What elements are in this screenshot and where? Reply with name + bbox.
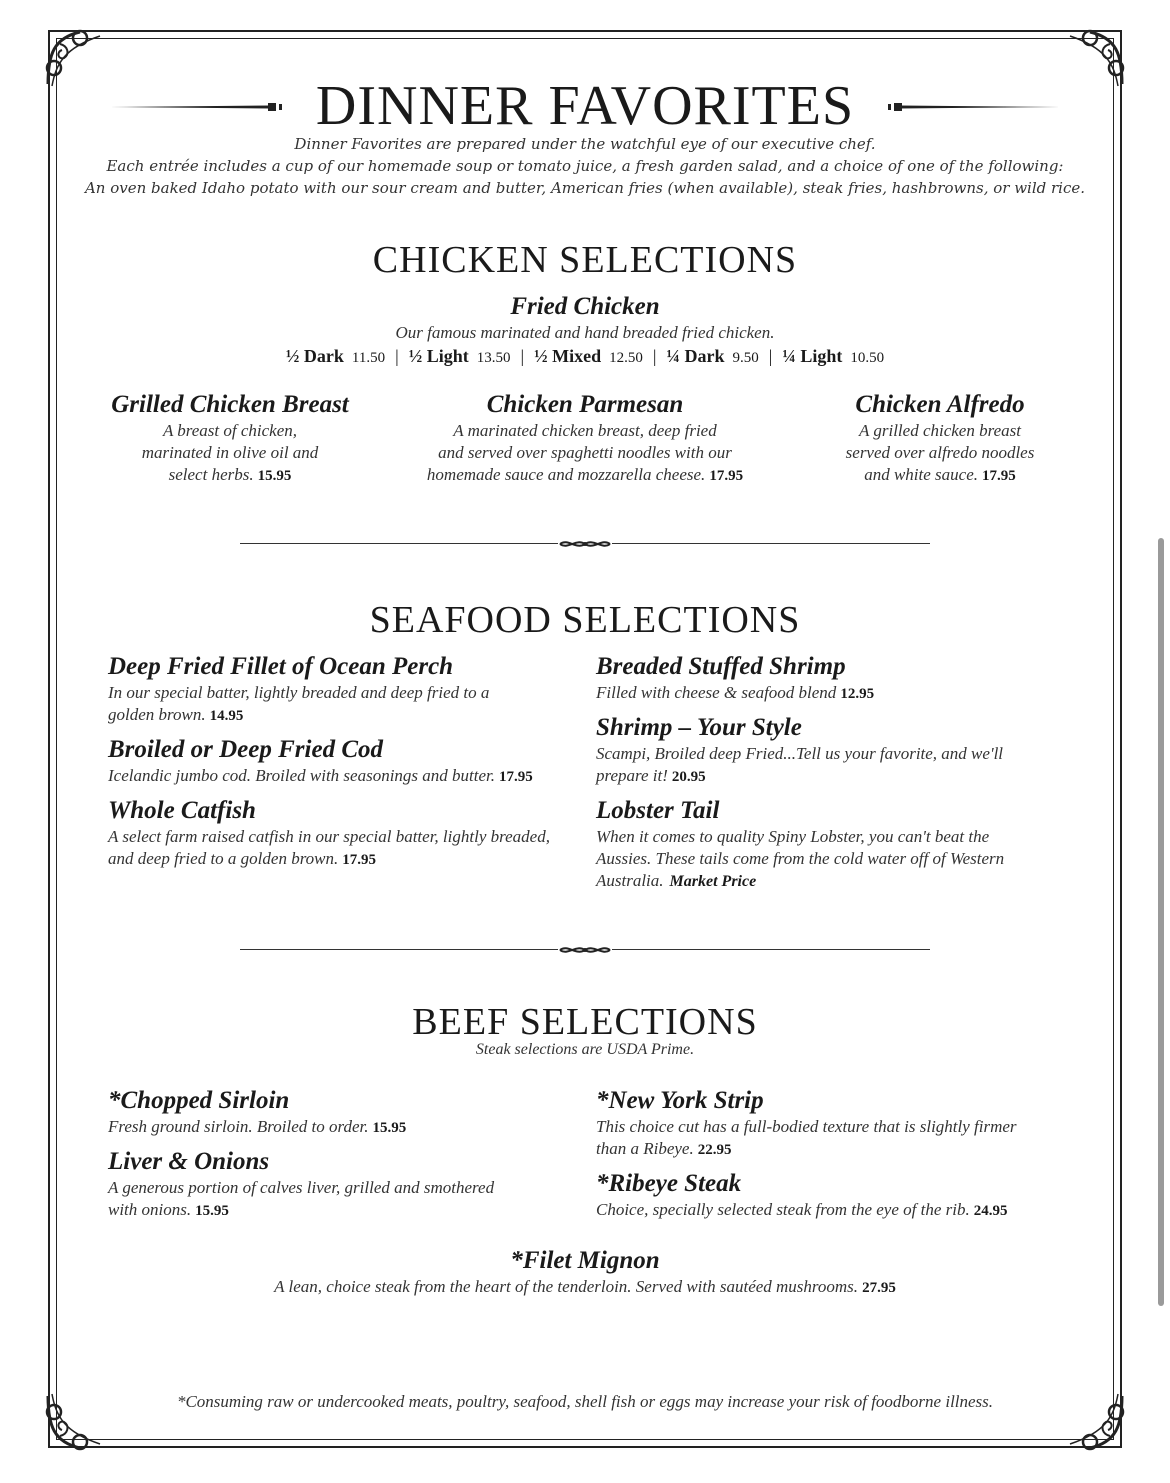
beef-subtitle: Steak selections are USDA Prime. (475, 1041, 695, 1058)
dish-description-line: and deep fried to a golden brown. (108, 849, 339, 868)
dish-description-line: A generous portion of calves liver, grilled and smothered (108, 1178, 495, 1197)
dish-description-line: prepare it! (596, 766, 668, 785)
dish-name: *Ribeye Steak (596, 1170, 742, 1197)
corner-flourish-icon (1060, 24, 1130, 94)
option-label: ½ Mixed (534, 346, 602, 366)
intro-line: Each entrée includes a cup of our homemade soup or tomato juice, a fresh garden salad, and a choice of one of the following: (106, 157, 1064, 175)
dish-description-line: homemade sauce and mozzarella cheese. (426, 465, 706, 484)
menu-item-ocean-perch (108, 652, 578, 727)
dish-name: *Filet Mignon (510, 1247, 660, 1274)
dish-name: *New York Strip (596, 1087, 764, 1114)
dish-description-line: golden brown. (108, 705, 206, 724)
dish-price: 17.95 (709, 468, 744, 484)
scrollbar-thumb[interactable] (1158, 538, 1164, 1306)
dish-name: Deep Fried Fillet of Ocean Perch (108, 653, 454, 680)
section-title-beef: BEEF SELECTIONS (412, 1001, 758, 1043)
dish-description-line: Filled with cheese & seafood blend (596, 683, 837, 702)
option-label: ½ Dark (285, 346, 344, 366)
option-separator: | (395, 346, 399, 366)
dish-description-line: Fresh ground sirloin. Broiled to order. (108, 1117, 369, 1136)
option-label: ¼ Light (782, 346, 843, 366)
seafood-right-column (596, 652, 1046, 893)
dish-description-line: A select farm raised catfish in our special batter, lightly breaded, (108, 827, 550, 846)
option-price: 9.50 (732, 350, 759, 366)
intro-line: Dinner Favorites are prepared under the watchful eye of our executive chef. (294, 135, 876, 153)
fried-chicken-item (235, 292, 935, 367)
menu-item-chopped-sirloin (108, 1086, 578, 1139)
menu-item-new-york-strip (596, 1086, 1056, 1161)
option-price: 10.50 (850, 350, 885, 366)
dish-price: 12.95 (840, 686, 875, 702)
dish-price: 20.95 (671, 769, 706, 785)
dish-name: Broiled or Deep Fried Cod (108, 736, 383, 763)
dish-price: 14.95 (209, 708, 244, 724)
dish-price: 15.95 (372, 1120, 407, 1136)
dish-description-line: A grilled chicken breast (859, 421, 1021, 440)
beef-left-column (108, 1086, 578, 1222)
menu-item-catfish (108, 796, 578, 871)
dish-price: 22.95 (697, 1142, 732, 1158)
dish-description-line: served over alfredo noodles (845, 443, 1035, 462)
option-price: 13.50 (476, 350, 511, 366)
corner-flourish-icon (40, 24, 110, 94)
dish-name: Fried Chicken (510, 293, 660, 320)
dish-name: Lobster Tail (596, 797, 720, 824)
menu-item-liver-onions (108, 1147, 578, 1222)
dish-description-line: Icelandic jumbo cod. Broiled with seasonings and butter. (108, 766, 496, 785)
dish-description-line: A breast of chicken, (162, 421, 298, 440)
dish-price: Market Price (669, 873, 757, 890)
section-divider (240, 538, 930, 550)
dish-name: Whole Catfish (108, 797, 256, 824)
menu-item-chicken-alfredo (820, 390, 1060, 487)
section-title-chicken: CHICKEN SELECTIONS (372, 239, 798, 281)
dish-price: 27.95 (862, 1280, 896, 1296)
scroll-flourish-icon (558, 538, 612, 550)
dish-description-line: A marinated chicken breast, deep fried (453, 421, 717, 440)
beef-right-column (596, 1086, 1056, 1222)
menu-item-stuffed-shrimp (596, 652, 1046, 705)
dish-price: 17.95 (982, 468, 1016, 484)
dish-description-line: Choice, specially selected steak from the eye of the rib. (596, 1200, 970, 1219)
dish-price: 17.95 (499, 769, 533, 785)
option-separator: | (768, 346, 773, 366)
dish-name: Chicken Alfredo (855, 391, 1025, 418)
option-price: 12.50 (609, 350, 643, 366)
title-rule-left (110, 100, 285, 114)
dish-description-line: Scampi, Broiled deep Fried...Tell us your favorite, and we'll (596, 744, 1004, 763)
dish-price: 15.95 (257, 468, 292, 484)
dish-description-line: In our special batter, lightly breaded and deep fried to a (108, 683, 490, 702)
dish-description-line: Australia. (596, 871, 664, 890)
section-title-seafood: SEAFOOD SELECTIONS (369, 599, 801, 641)
intro-line: An oven baked Idaho potato with our sour cream and butter, American fries (when available), steak fries, hashbrowns, or wild rice. (84, 179, 1086, 197)
dish-price: 24.95 (973, 1203, 1008, 1219)
dish-name: Shrimp – Your Style (596, 714, 802, 741)
menu-item-ribeye (596, 1169, 1056, 1222)
dish-name: Liver & Onions (108, 1148, 270, 1175)
dish-description-line: This choice cut has a full-bodied texture that is slightly firmer (596, 1117, 1017, 1136)
dish-description-line: Aussies. These tails come from the cold water off of Western (596, 849, 1005, 868)
menu-item-shrimp-your-style (596, 713, 1046, 788)
dish-price: 15.95 (195, 1203, 229, 1219)
page-title: DINNER FAVORITES (315, 75, 855, 137)
dish-name: Grilled Chicken Breast (111, 391, 349, 418)
menu-item-cod (108, 735, 578, 788)
menu-item-grilled-chicken (95, 390, 365, 487)
scroll-flourish-icon (558, 944, 612, 956)
footnote: *Consuming raw or undercooked meats, poultry, seafood, shell fish or eggs may increase your risk of foodborne illness. (176, 1392, 994, 1411)
dish-description: A lean, choice steak from the heart of the tenderloin. Served with sautéed mushrooms. (274, 1277, 859, 1296)
dish-price: 17.95 (342, 852, 377, 868)
option-price: 11.50 (351, 350, 386, 366)
dish-description-line: marinated in olive oil and (141, 443, 319, 462)
option-separator: | (520, 346, 525, 366)
dish-name: *Chopped Sirloin (108, 1087, 290, 1114)
seafood-left-column (108, 652, 578, 871)
menu-item-chicken-parmesan (395, 390, 775, 487)
option-label: ¼ Dark (666, 346, 725, 366)
intro-text (80, 133, 1090, 199)
option-label: ½ Light (408, 346, 469, 366)
dish-description-line: than a Ribeye. (596, 1139, 694, 1158)
menu-item-lobster-tail (596, 796, 1046, 893)
dish-name: Chicken Parmesan (486, 391, 684, 418)
section-divider (240, 944, 930, 956)
dish-description: Our famous marinated and hand breaded fried chicken. (395, 323, 775, 342)
dish-description-line: with onions. (108, 1200, 192, 1219)
dish-description-line: select herbs. (168, 465, 254, 484)
menu-item-filet-mignon (200, 1246, 970, 1299)
title-rule-right (885, 100, 1060, 114)
dish-description-line: and white sauce. (864, 465, 979, 484)
dish-description-line: When it comes to quality Spiny Lobster, you can't beat the (596, 827, 990, 846)
option-separator: | (652, 346, 657, 366)
dish-description-line: and served over spaghetti noodles with our (438, 443, 732, 462)
dish-name: Breaded Stuffed Shrimp (596, 653, 846, 680)
fried-chicken-options (235, 346, 935, 367)
